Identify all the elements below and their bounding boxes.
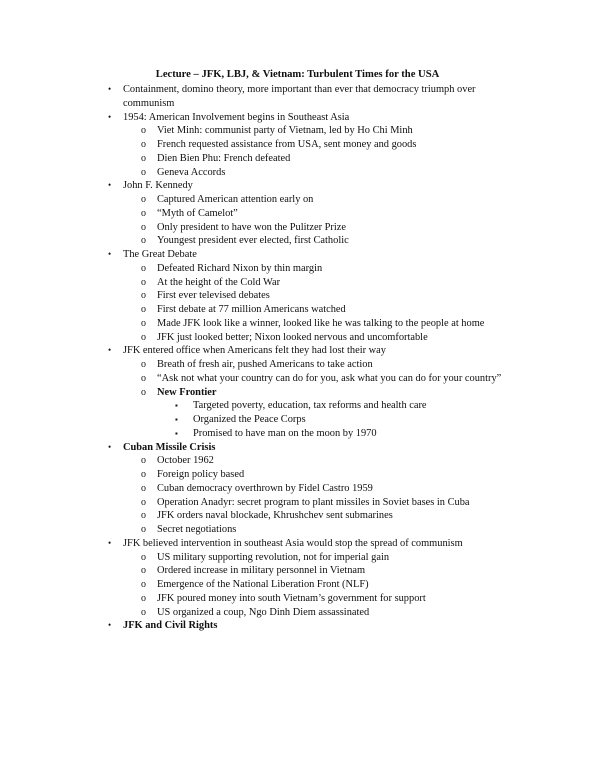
bullet-marker: • [108, 84, 112, 94]
bullet-marker: o [141, 606, 146, 618]
outline-item-level-2 [0, 551, 519, 565]
bullet-marker: • [108, 180, 112, 191]
outline-item-level-2 [0, 358, 519, 372]
bullet-marker: o [141, 221, 146, 233]
outline-item-text: Organized the Peace Corps [193, 414, 306, 425]
bullet-marker: o [141, 262, 146, 274]
outline-item-level-2 [0, 234, 519, 248]
outline-item-level-2 [0, 289, 519, 303]
outline-item-level-3 [0, 399, 523, 413]
outline-item-text: New Frontier [157, 386, 217, 398]
bullet-marker: ▪ [175, 401, 178, 411]
bullet-marker: o [141, 359, 146, 370]
outline-item-text: Operation Anadyr: secret program to plant missiles in Soviet bases in Cuba [157, 496, 470, 508]
outline-item-level-2 [0, 276, 519, 290]
bullet-marker: o [141, 496, 146, 508]
bullet-marker: o [141, 207, 146, 219]
outline-item-level-1 [0, 83, 518, 111]
outline-item-text: Ordered increase in military personnel in Vietnam [157, 565, 366, 577]
bullet-marker: o [141, 455, 146, 467]
outline-item-level-2 [0, 303, 519, 317]
outline-item-level-1 [0, 111, 518, 125]
outline-item-level-2 [0, 606, 519, 620]
bullet-marker: o [141, 565, 146, 577]
outline-item-text: October 1962 [157, 455, 214, 467]
outline-item-level-2 [0, 207, 519, 221]
outline-item-level-1 [0, 619, 518, 633]
outline-item-text: JFK orders naval blockade, Khrushchev sent submarines [157, 510, 393, 522]
outline-item-text: JFK entered office when Americans felt they had lost their way [123, 345, 386, 357]
outline-item-level-2 [0, 262, 519, 276]
outline-item-text: Youngest president ever elected, first Catholic [157, 235, 349, 247]
bullet-marker: o [141, 592, 146, 604]
outline-item-text: French requested assistance from USA, sent money and goods [157, 139, 417, 150]
outline-item-text: First debate at 77 million Americans watched [157, 304, 346, 315]
outline-item-level-2 [0, 482, 519, 496]
outline-item-text: US military supporting revolution, not for imperial gain [157, 551, 390, 563]
bullet-marker: o [141, 372, 146, 384]
outline-item-text: 1954: American Involvement begins in Southeast Asia [123, 111, 350, 123]
outline-item-level-2 [0, 317, 519, 331]
bullet-marker: o [141, 482, 146, 494]
outline-item-text: Foreign policy based [157, 469, 245, 480]
bullet-marker: o [141, 524, 146, 535]
outline-item-level-2 [0, 454, 519, 468]
outline-item-text: JFK and Civil Rights [123, 620, 218, 632]
bullet-marker: • [108, 345, 112, 356]
outline-item-text: Emergence of the National Liberation Front (NLF) [157, 579, 369, 590]
bullet-marker: o [141, 139, 146, 150]
outline-item-level-3 [0, 427, 523, 441]
outline-item-text: Containment, domino theory, more important than ever that democracy triumph over communism [123, 84, 476, 109]
outline-item-text: Promised to have man on the moon by 1970 [193, 427, 377, 439]
bullet-marker: o [141, 510, 146, 522]
outline-item-level-2 [0, 468, 519, 482]
bullet-marker: o [141, 166, 146, 178]
bullet-marker: • [108, 537, 112, 548]
outline-item-text: JFK believed intervention in southeast Asia would stop the spread of communism [123, 537, 463, 549]
outline-item-level-2 [0, 221, 519, 235]
outline-item-text: John F. Kennedy [123, 180, 193, 192]
outline-item-text: JFK poured money into south Vietnam’s government for support [157, 592, 426, 604]
bullet-marker: • [108, 249, 112, 259]
bullet-marker: o [141, 317, 146, 329]
outline-item-text: Targeted poverty, education, tax reforms and health care [193, 400, 427, 412]
outline-item-text: Dien Bien Phu: French defeated [157, 152, 291, 164]
bullet-marker: • [108, 620, 112, 631]
outline-item-level-2 [0, 152, 519, 166]
outline-item-level-2 [0, 386, 519, 400]
outline-item-text: Made JFK look like a winner, looked like he was talking to the people at home [157, 317, 485, 329]
outline-item-level-2 [0, 138, 519, 152]
outline-item-text: “Ask not what your country can do for you, ask what you can do for your country” [157, 372, 502, 384]
outline-item-level-2 [0, 578, 519, 592]
outline-item-level-1 [0, 344, 518, 358]
outline-item-level-3 [0, 413, 523, 427]
outline-item-level-2 [0, 496, 519, 510]
outline-item-level-1 [0, 248, 518, 262]
outline-item-text: Only president to have won the Pulitzer Prize [157, 221, 347, 233]
outline-item-level-1 [0, 179, 518, 193]
outline-item-text: The Great Debate [123, 249, 197, 260]
bullet-marker: ▪ [175, 415, 178, 424]
outline-item-text: Secret negotiations [157, 524, 237, 535]
outline-item-text: US organized a coup, Ngo Dinh Diem assassinated [157, 606, 370, 618]
outline-item-text: Viet Minh: communist party of Vietnam, led by Ho Chi Minh [157, 125, 413, 137]
outline-item-level-2 [0, 124, 519, 138]
bullet-marker: ▪ [175, 428, 178, 438]
bullet-marker: o [141, 290, 146, 302]
outline-item-level-1 [0, 537, 518, 551]
outline-item-text: Breath of fresh air, pushed Americans to take action [157, 359, 373, 370]
outline-item-text: JFK just looked better; Nixon looked nervous and uncomfortable [157, 331, 428, 343]
bullet-marker: o [141, 152, 146, 164]
outline-item-level-2 [0, 564, 519, 578]
outline-item-text: At the height of the Cold War [157, 276, 281, 288]
outline-item-text: Cuban Missile Crisis [123, 441, 216, 453]
bullet-marker: o [141, 125, 146, 137]
outline-item-text: First ever televised debates [157, 290, 270, 302]
lecture-outline [0, 83, 595, 633]
bullet-marker: o [141, 304, 146, 315]
outline-item-level-2 [0, 523, 519, 537]
outline-item-level-2 [0, 372, 519, 386]
outline-item-level-2 [0, 509, 519, 523]
outline-item-level-1 [0, 441, 518, 455]
bullet-marker: • [108, 111, 112, 122]
outline-item-text: Geneva Accords [157, 166, 226, 178]
outline-item-text: Cuban democracy overthrown by Fidel Castro 1959 [157, 482, 373, 494]
outline-item-text: Defeated Richard Nixon by thin margin [157, 262, 323, 274]
bullet-marker: o [141, 331, 146, 343]
bullet-marker: o [141, 276, 146, 288]
outline-item-level-2 [0, 592, 519, 606]
outline-item-level-2 [0, 193, 519, 207]
outline-item-level-2 [0, 166, 519, 180]
bullet-marker: o [141, 386, 146, 398]
bullet-marker: o [141, 579, 146, 590]
outline-item-text: “Myth of Camelot” [157, 207, 238, 219]
outline-item-text: Captured American attention early on [157, 194, 314, 205]
bullet-marker: o [141, 194, 146, 205]
bullet-marker: o [141, 551, 146, 563]
bullet-marker: o [141, 469, 146, 480]
document-title: Lecture – JFK, LBJ, & Vietnam: Turbulent Times for the USA [155, 69, 440, 80]
bullet-marker: o [141, 235, 146, 247]
outline-item-level-2 [0, 331, 519, 345]
bullet-marker: • [108, 441, 112, 452]
